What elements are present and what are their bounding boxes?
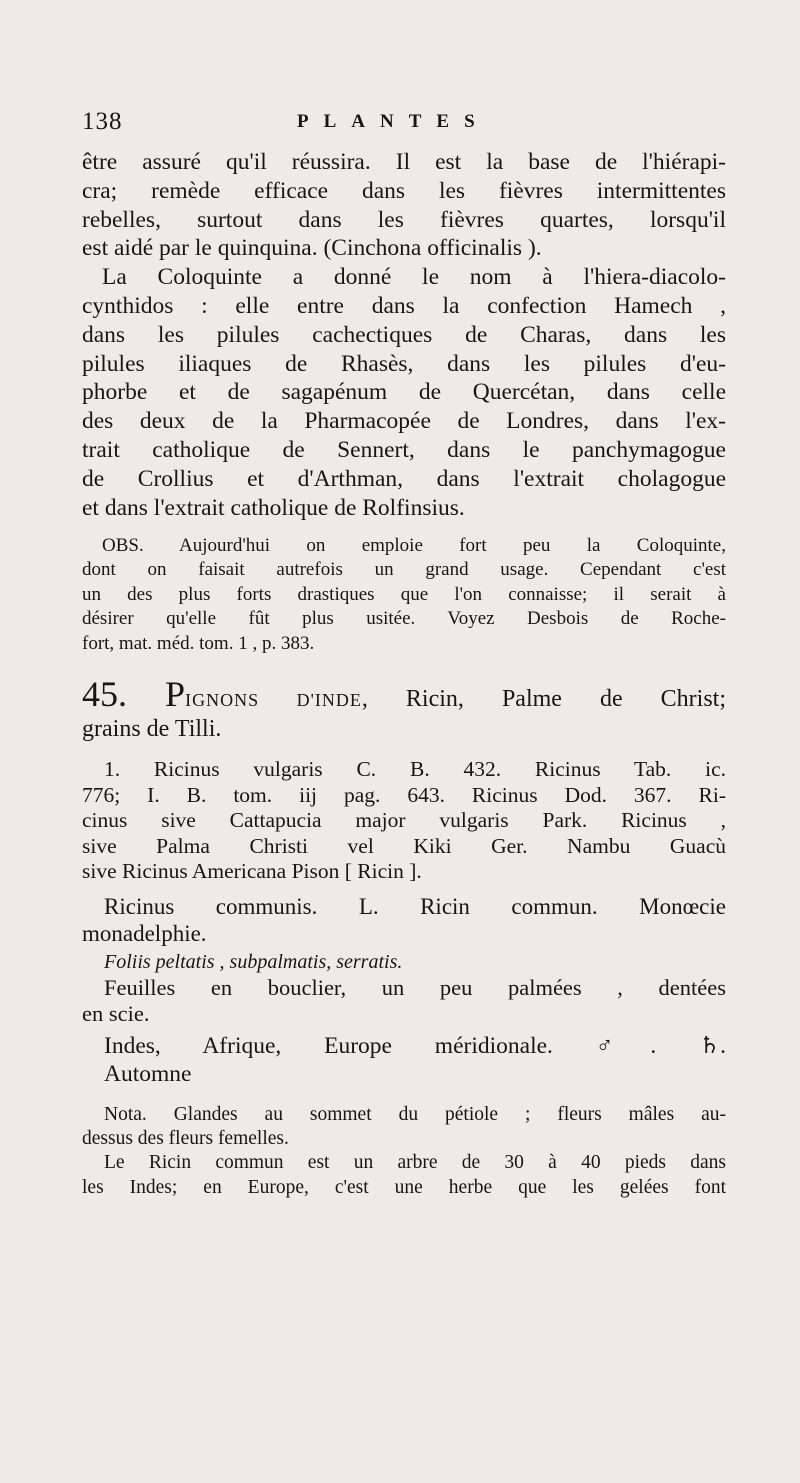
- text-line: est aidé par le quinquina. (Cinchona officinalis ).: [82, 235, 542, 262]
- paragraph-observation: [82, 534, 726, 656]
- entry-heading-line: [82, 680, 726, 715]
- paragraph-synonyms: [82, 757, 726, 885]
- text-line: des deux de la Pharmacopée de Londres, dans l'ex-: [82, 408, 726, 435]
- text-line: dont on faisait autrefois un grand usage. Cependant c'est: [82, 559, 726, 581]
- text-line: sive Ricinus Americana Pison [ Ricin ].: [82, 859, 422, 884]
- text-line: rebelles, surtout dans les fièvres quartes, lorsqu'il: [82, 206, 726, 233]
- text-line: les Indes; en Europe, c'est une herbe que les gelées font: [82, 1176, 726, 1198]
- text-line: La Coloquinte a donné le nom à l'hiera-diacolo-: [102, 264, 726, 291]
- text-line: dans les pilules cachectiques de Charas, dans les: [82, 321, 726, 348]
- text-line: sive Palma Christi vel Kiki Ger. Nambu Guacù: [82, 833, 726, 858]
- running-title: PLANTES: [297, 111, 490, 132]
- text-line: cinus sive Cattapucia major vulgaris Park. Ricinus ,: [82, 808, 726, 833]
- text-line: [82, 950, 726, 975]
- paragraph-linnaean-name: [82, 893, 726, 947]
- page-number: 138: [82, 108, 123, 135]
- paragraph-habitat: [82, 1032, 726, 1088]
- text-line: trait catholique de Sennert, dans le panchymagogue: [82, 436, 726, 463]
- entry-initial: P: [165, 680, 186, 714]
- text-line: cynthidos : elle entre dans la confection Hamech ,: [82, 292, 726, 319]
- text-line: monadelphie.: [82, 921, 207, 946]
- text-line: et dans l'extrait catholique de Rolfinsius.: [82, 494, 465, 521]
- text-line: en scie.: [82, 1001, 150, 1026]
- text-line: Indes, Afrique, Europe méridionale. ♂. ♄.: [104, 1033, 726, 1059]
- text-line: désirer qu'elle fût plus usitée. Voyez Desbois de Roche-: [82, 608, 726, 630]
- paragraph-nota: [82, 1103, 726, 1151]
- text-line: être assuré qu'il réussira. Il est la base de l'hiérapi-: [82, 149, 726, 175]
- text-line: Automne: [104, 1061, 192, 1087]
- text-line: fort, mat. méd. tom. 1 , p. 383.: [82, 632, 315, 654]
- text-line: dessus des fleurs femelles.: [82, 1128, 289, 1149]
- text-line: 776; I. B. tom. iij pag. 643. Ricinus Dod. 367. Ri-: [82, 782, 726, 807]
- paragraph-colocynth-uses: [82, 148, 726, 522]
- entry-smallcaps: IGNONS D'INDE: [185, 690, 362, 710]
- text-line: un des plus forts drastiques que l'on connaisse; il serait à: [82, 583, 726, 605]
- entry-heading: [82, 680, 726, 743]
- text-line: Feuilles en bouclier, un peu palmées , dentées: [104, 975, 726, 1000]
- text-line: cra; remède efficace dans les fièvres intermittentes: [82, 177, 726, 204]
- latin-description: Foliis peltatis , subpalmatis, serratis.: [104, 951, 403, 973]
- text-line: phorbe et de sagapénum de Quercétan, dans celle: [82, 379, 726, 406]
- text-line: grains de Tilli.: [82, 715, 222, 742]
- text-line: OBS. Aujourd'hui on emploie fort peu la Coloquinte,: [102, 535, 726, 556]
- page-header: [82, 108, 560, 142]
- text-line: Ricinus communis. L. Ricin commun. Monœcie: [104, 894, 726, 919]
- text-line: pilules iliaques de Rhasès, dans les pilules d'eu-: [82, 350, 726, 377]
- paragraph-latin-description: [82, 950, 726, 975]
- text-line: Nota. Glandes au sommet du pétiole ; fleurs mâles au-: [104, 1104, 726, 1125]
- entry-title-rest: , Ricin, Palme de Christ;: [361, 686, 726, 712]
- text-line: 1. Ricinus vulgaris C. B. 432. Ricinus Tab. ic.: [104, 757, 726, 781]
- paragraph-french-description: [82, 975, 726, 1027]
- text-line: de Crollius et d'Arthman, dans l'extrait cholagogue: [82, 465, 726, 492]
- paragraph-ricin-tree: [82, 1151, 726, 1200]
- text-line: Le Ricin commun est un arbre de 30 à 40 pieds dans: [104, 1152, 726, 1173]
- entry-number: 45.: [82, 680, 127, 714]
